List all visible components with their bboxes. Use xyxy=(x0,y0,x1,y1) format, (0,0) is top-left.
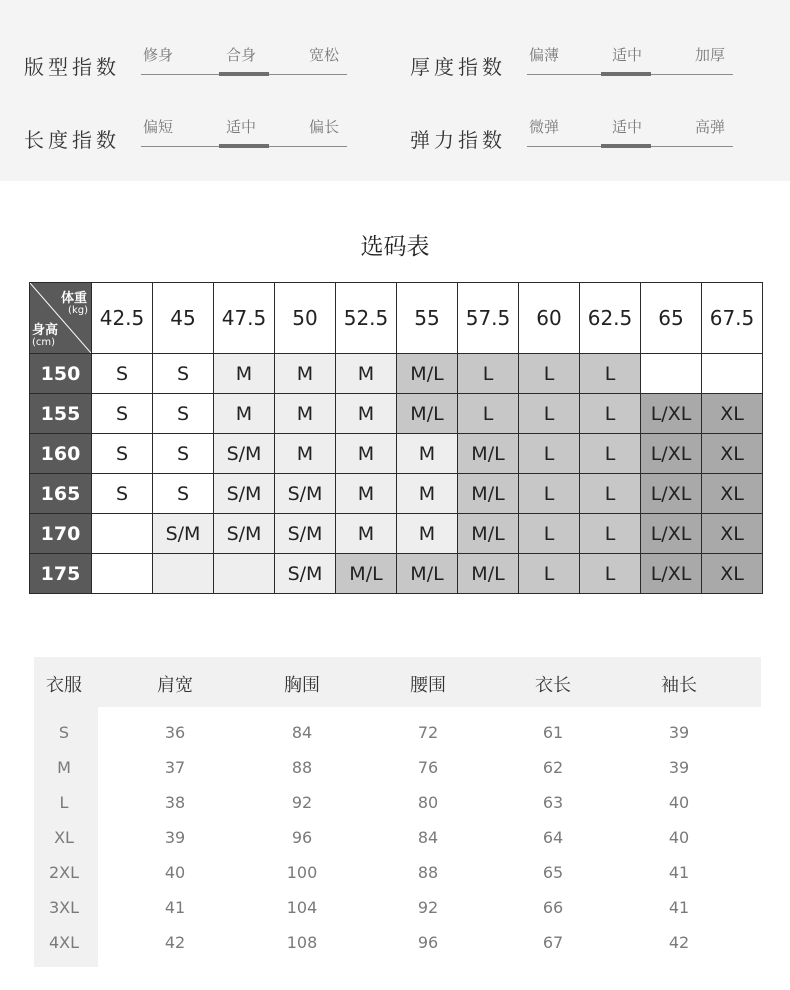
weight-header-cell: 50 xyxy=(275,283,336,354)
measurement-size-label: M xyxy=(57,758,71,777)
measurement-header: 肩宽 xyxy=(157,675,193,696)
size-cell: XL xyxy=(702,394,763,434)
size-cell: S/M xyxy=(214,514,275,554)
size-cell: L xyxy=(458,394,519,434)
size-cell: M/L xyxy=(458,514,519,554)
size-cell: M/L xyxy=(458,554,519,594)
measurement-value: 76 xyxy=(417,758,439,777)
size-cell: S xyxy=(153,394,214,434)
weight-label: 体重 xyxy=(60,291,87,306)
size-cell: L xyxy=(519,394,580,434)
fit-option: 合身 xyxy=(226,46,257,64)
measurement-size-label: XL xyxy=(54,828,74,847)
size-cell: M xyxy=(397,474,458,514)
size-cell: S xyxy=(92,434,153,474)
size-cell: S xyxy=(153,434,214,474)
height-header-cell: 175 xyxy=(30,554,92,594)
size-cell: L/XL xyxy=(641,474,702,514)
size-cell: L xyxy=(580,474,641,514)
size-cell: L/XL xyxy=(641,514,702,554)
measurement-header: 胸围 xyxy=(284,675,320,696)
measurement-value: 108 xyxy=(286,933,318,952)
measurement-value: 41 xyxy=(164,898,186,917)
size-cell: L xyxy=(580,394,641,434)
size-cell: M xyxy=(214,394,275,434)
thickness-index-scale xyxy=(527,44,733,75)
size-cell: M xyxy=(275,434,336,474)
size-cell: M xyxy=(397,514,458,554)
size-chart-title: 选码表 xyxy=(360,234,430,260)
weight-header-cell: 60 xyxy=(519,283,580,354)
measurement-value: 39 xyxy=(164,828,186,847)
measurement-value: 39 xyxy=(668,723,690,742)
size-cell xyxy=(214,554,275,594)
height-unit: (cm) xyxy=(32,337,56,348)
size-cell: M xyxy=(336,434,397,474)
measurement-value: 104 xyxy=(286,898,318,917)
chart-corner-header xyxy=(30,283,92,354)
weight-header-cell: 45 xyxy=(153,283,214,354)
measurement-value: 84 xyxy=(417,828,439,847)
size-chart-row xyxy=(30,514,763,554)
size-cell: S xyxy=(153,354,214,394)
weight-header-cell: 42.5 xyxy=(92,283,153,354)
weight-header-cell: 65 xyxy=(641,283,702,354)
length-selected-marker xyxy=(219,144,269,148)
size-cell: S/M xyxy=(275,514,336,554)
size-cell: M xyxy=(397,434,458,474)
measurement-value: 37 xyxy=(164,758,186,777)
weight-unit: (kg) xyxy=(68,305,88,316)
measurement-value: 40 xyxy=(668,828,690,847)
size-cell: S/M xyxy=(214,474,275,514)
size-cell: M/L xyxy=(458,434,519,474)
height-header-cell: 170 xyxy=(30,514,92,554)
measurement-size-label: 2XL xyxy=(48,863,80,882)
size-cell: XL xyxy=(702,554,763,594)
measurement-value: 38 xyxy=(164,793,186,812)
measurement-value: 88 xyxy=(291,758,313,777)
weight-header-cell: 52.5 xyxy=(336,283,397,354)
size-cell: L xyxy=(519,514,580,554)
weight-header-cell: 67.5 xyxy=(702,283,763,354)
measurement-value: 39 xyxy=(668,758,690,777)
size-cell: L xyxy=(580,434,641,474)
size-cell: XL xyxy=(702,474,763,514)
height-header-cell: 150 xyxy=(30,354,92,394)
measurements-table xyxy=(34,657,761,967)
fit-index-label: 版型指数 xyxy=(24,55,120,79)
height-header-cell: 155 xyxy=(30,394,92,434)
measurement-value: 40 xyxy=(668,793,690,812)
measurement-size-label: 4XL xyxy=(48,933,80,952)
measurement-value: 88 xyxy=(417,863,439,882)
fit-index-scale xyxy=(141,44,347,75)
fit-selected-marker xyxy=(219,72,269,76)
size-cell: L xyxy=(519,434,580,474)
size-cell: S xyxy=(153,474,214,514)
measurement-value: 92 xyxy=(417,898,439,917)
measurement-value: 66 xyxy=(542,898,564,917)
measurement-value: 42 xyxy=(164,933,186,952)
measurement-value: 96 xyxy=(291,828,313,847)
size-cell: S xyxy=(92,354,153,394)
measurement-value: 65 xyxy=(542,863,564,882)
weight-header-cell: 47.5 xyxy=(214,283,275,354)
height-label: 身高 xyxy=(32,323,59,338)
fit-option: 宽松 xyxy=(309,46,340,64)
elasticity-selected-marker xyxy=(601,144,651,148)
size-cell: L/XL xyxy=(641,394,702,434)
elasticity-index-scale xyxy=(527,116,733,147)
size-chart-row xyxy=(30,354,763,394)
size-cell: L/XL xyxy=(641,434,702,474)
height-header-cell: 160 xyxy=(30,434,92,474)
size-cell xyxy=(92,554,153,594)
size-cell: S/M xyxy=(275,474,336,514)
size-cell: M xyxy=(336,394,397,434)
size-chart-row xyxy=(30,474,763,514)
size-cell: M/L xyxy=(397,394,458,434)
size-chart-table xyxy=(29,282,763,594)
length-option: 适中 xyxy=(226,118,257,136)
measurement-value: 100 xyxy=(286,863,318,882)
measurement-header-size: 衣服 xyxy=(46,675,82,696)
measurement-value: 36 xyxy=(164,723,186,742)
measurement-value: 92 xyxy=(291,793,313,812)
weight-header-cell: 57.5 xyxy=(458,283,519,354)
fit-indices-panel xyxy=(0,0,790,181)
size-cell xyxy=(92,514,153,554)
measurement-size-label: S xyxy=(58,723,70,742)
size-cell: M/L xyxy=(397,554,458,594)
measurement-header: 腰围 xyxy=(410,675,446,696)
size-cell: L xyxy=(519,554,580,594)
measurement-size-label: 3XL xyxy=(48,898,80,917)
measurement-value: 41 xyxy=(668,898,690,917)
size-chart-row xyxy=(30,554,763,594)
size-cell: M/L xyxy=(336,554,397,594)
size-cell: M xyxy=(336,514,397,554)
weight-header-cell: 62.5 xyxy=(580,283,641,354)
measurement-value: 41 xyxy=(668,863,690,882)
size-cell xyxy=(641,354,702,394)
thickness-option: 偏薄 xyxy=(529,46,560,64)
length-index-label: 长度指数 xyxy=(24,128,120,152)
measurement-header: 衣长 xyxy=(535,675,571,696)
elasticity-option: 高弹 xyxy=(695,118,726,136)
elasticity-option: 微弹 xyxy=(529,118,560,136)
size-cell: M xyxy=(275,394,336,434)
size-cell: L xyxy=(458,354,519,394)
size-chart-row xyxy=(30,394,763,434)
thickness-index-label: 厚度指数 xyxy=(410,55,506,79)
measurement-value: 64 xyxy=(542,828,564,847)
fit-option: 修身 xyxy=(143,46,174,64)
length-index-scale xyxy=(141,116,347,147)
size-cell: XL xyxy=(702,514,763,554)
size-cell: S xyxy=(92,474,153,514)
thickness-selected-marker xyxy=(601,72,651,76)
size-cell: S/M xyxy=(214,434,275,474)
size-cell: L xyxy=(580,554,641,594)
measurement-value: 63 xyxy=(542,793,564,812)
measurement-value: 42 xyxy=(668,933,690,952)
measurement-value: 80 xyxy=(417,793,439,812)
size-cell: L xyxy=(519,474,580,514)
size-cell xyxy=(153,554,214,594)
thickness-option: 适中 xyxy=(612,46,643,64)
measurement-size-label: L xyxy=(59,793,69,812)
size-chart-row xyxy=(30,434,763,474)
size-cell: M/L xyxy=(397,354,458,394)
length-option: 偏短 xyxy=(143,118,174,136)
weight-header-cell: 55 xyxy=(397,283,458,354)
measurement-header: 袖长 xyxy=(661,675,697,696)
size-cell: S xyxy=(92,394,153,434)
measurement-value: 84 xyxy=(291,723,313,742)
elasticity-index-label: 弹力指数 xyxy=(410,128,506,152)
measurement-value: 61 xyxy=(542,723,564,742)
measurement-value: 67 xyxy=(542,933,564,952)
size-cell: S/M xyxy=(275,554,336,594)
size-cell: L/XL xyxy=(641,554,702,594)
length-option: 偏长 xyxy=(309,118,340,136)
elasticity-option: 适中 xyxy=(612,118,643,136)
measurement-value: 72 xyxy=(417,723,439,742)
height-header-cell: 165 xyxy=(30,474,92,514)
size-cell: L xyxy=(580,354,641,394)
size-cell: L xyxy=(519,354,580,394)
measurement-value: 62 xyxy=(542,758,564,777)
size-cell: M xyxy=(336,474,397,514)
size-cell xyxy=(702,354,763,394)
size-cell: M xyxy=(275,354,336,394)
size-cell: S/M xyxy=(153,514,214,554)
measurement-value: 96 xyxy=(417,933,439,952)
size-cell: M xyxy=(336,354,397,394)
thickness-option: 加厚 xyxy=(695,46,726,64)
size-cell: L xyxy=(580,514,641,554)
size-cell: XL xyxy=(702,434,763,474)
size-cell: M xyxy=(214,354,275,394)
measurement-value: 40 xyxy=(164,863,186,882)
size-cell: M/L xyxy=(458,474,519,514)
